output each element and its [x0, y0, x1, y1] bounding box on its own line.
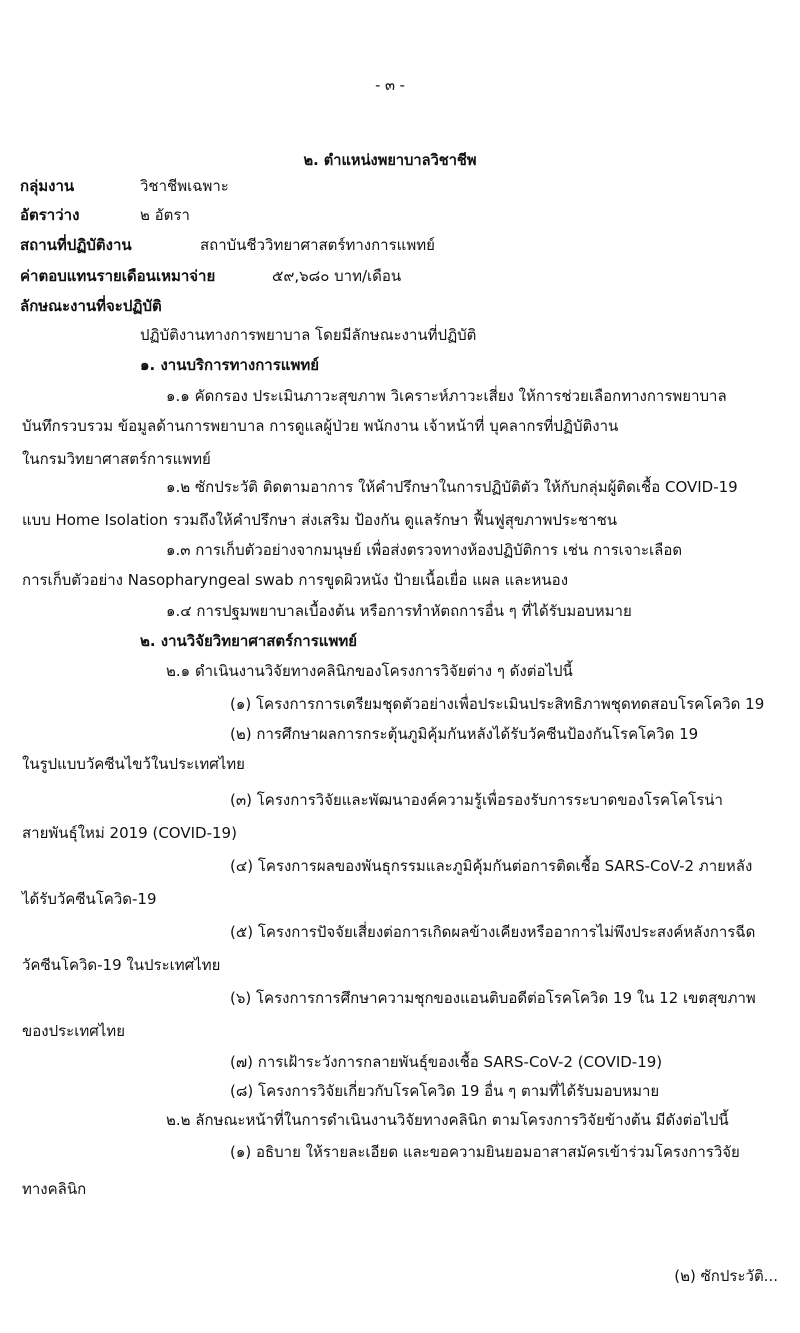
project-2-line1: (๒) การศึกษาผลการกระตุ้นภูมิคุ้มกันหลังได้รับวัคซีนป้องกันโรคโควิด 19 — [230, 725, 699, 743]
project-5-line2: วัคซีนโควิด-19 ในประเทศไทย — [22, 956, 221, 974]
workplace-value: สถาบันชีววิทยาศาสตร์ทางการแพทย์ — [200, 236, 435, 254]
continuation-note: (๒) ซักประวัติ... — [674, 1267, 778, 1285]
project-6-line2: ของประเทศไทย — [22, 1022, 125, 1040]
item-1-1-line1: ๑.๑ คัดกรอง ประเมินภาวะสุขภาพ วิเคราะห์ภาวะเสี่ยง ให้การช่วยเลือกทางการพยาบาล — [166, 387, 727, 405]
group-label: กลุ่มงาน — [20, 177, 75, 195]
duty-1-line2: ทางคลินิก — [22, 1180, 87, 1198]
project-5-line1: (๕) โครงการปัจจัยเสี่ยงต่อการเกิดผลข้างเคียงหรืออาการไม่พึงประสงค์หลังการฉีด — [230, 923, 756, 941]
item-1-3-line2: การเก็บตัวอย่าง Nasopharyngeal swab การขูดผิวหนัง ป้ายเนื้อเยื่อ แผล และหนอง — [22, 571, 569, 589]
workplace-label: สถานที่ปฏิบัติงาน — [20, 236, 132, 254]
section-1-heading: ๑. งานบริการทางการแพทย์ — [140, 356, 320, 374]
salary-value: ๕๙,๖๘๐ บาท/เดือน — [272, 267, 402, 285]
vacancy-value: ๒ อัตรา — [140, 206, 190, 224]
project-1: (๑) โครงการการเตรียมชุดตัวอย่างเพื่อประเมินประสิทธิภาพชุดทดสอบโรคโควิด 19 — [230, 695, 765, 713]
salary-label: ค่าตอบแทนรายเดือนเหมาจ่าย — [20, 267, 216, 285]
page-number: - ๓ - — [375, 76, 405, 94]
item-2-1: ๒.๑ ดำเนินงานวิจัยทางคลินิกของโครงการวิจัยต่าง ๆ ดังต่อไปนี้ — [166, 662, 573, 680]
project-3-line2: สายพันธุ์ใหม่ 2019 (COVID-19) — [22, 824, 237, 842]
item-1-2-line1: ๑.๒ ซักประวัติ ติดตามอาการ ให้คำปรึกษาในการปฏิบัติตัว ให้กับกลุ่มผู้ติดเชื้อ COVID-19 — [166, 478, 738, 496]
duty-1-line1: (๑) อธิบาย ให้รายละเอียด และขอความยินยอมอาสาสมัครเข้าร่วมโครงการวิจัย — [230, 1143, 740, 1161]
group-value: วิชาชีพเฉพาะ — [140, 177, 229, 195]
vacancy-label: อัตราว่าง — [20, 206, 80, 224]
project-4-line1: (๔) โครงการผลของพันธุกรรมและภูมิคุ้มกันต่อการติดเชื้อ SARS-CoV-2 ภายหลัง — [230, 857, 753, 875]
project-2-line2: ในรูปแบบวัคซีนไขว้ในประเทศไทย — [22, 755, 245, 773]
intro-text: ปฏิบัติงานทางการพยาบาล โดยมีลักษณะงานที่ปฏิบัติ — [140, 326, 477, 344]
project-4-line2: ได้รับวัคซีนโควิด-19 — [22, 890, 157, 908]
position-title: ๒. ตำแหน่งพยาบาลวิชาชีพ — [303, 151, 477, 169]
item-1-3-line1: ๑.๓ การเก็บตัวอย่างจากมนุษย์ เพื่อส่งตรวจทางห้องปฏิบัติการ เช่น การเจาะเลือด — [166, 541, 683, 559]
project-6-line1: (๖) โครงการการศึกษาความชุกของแอนติบอดีต่อโรคโควิด 19 ใน 12 เขตสุขภาพ — [230, 989, 756, 1007]
item-1-1-line3: ในกรมวิทยาศาสตร์การแพทย์ — [22, 450, 211, 468]
project-7: (๗) การเฝ้าระวังการกลายพันธุ์ของเชื้อ SARS-CoV-2 (COVID-19) — [230, 1053, 663, 1071]
item-1-4: ๑.๔ การปฐมพยาบาลเบื้องต้น หรือการทำหัตถการอื่น ๆ ที่ได้รับมอบหมาย — [166, 602, 632, 620]
item-1-2-line2: แบบ Home Isolation รวมถึงให้คำปรึกษา ส่งเสริม ป้องกัน ดูแลรักษา ฟื้นฟูสุขภาพประชาชน — [22, 511, 618, 529]
section-2-heading: ๒. งานวิจัยวิทยาศาสตร์การแพทย์ — [140, 632, 358, 650]
duties-label: ลักษณะงานที่จะปฏิบัติ — [20, 297, 162, 315]
project-3-line1: (๓) โครงการวิจัยและพัฒนาองค์ความรู้เพื่อรองรับการระบาดของโรคโคโรน่า — [230, 791, 723, 809]
item-2-2: ๒.๒ ลักษณะหน้าที่ในการดำเนินงานวิจัยทางคลินิก ตามโครงการวิจัยข้างต้น มีดังต่อไปนี้ — [166, 1111, 729, 1129]
item-1-1-line2: บันทึกรวบรวม ข้อมูลด้านการพยาบาล การดูแลผู้ป่วย พนักงาน เจ้าหน้าที่ บุคลากรที่ปฏิบัติงาน — [22, 417, 619, 435]
project-8: (๘) โครงการวิจัยเกี่ยวกับโรคโควิด 19 อื่น ๆ ตามที่ได้รับมอบหมาย — [230, 1082, 660, 1100]
